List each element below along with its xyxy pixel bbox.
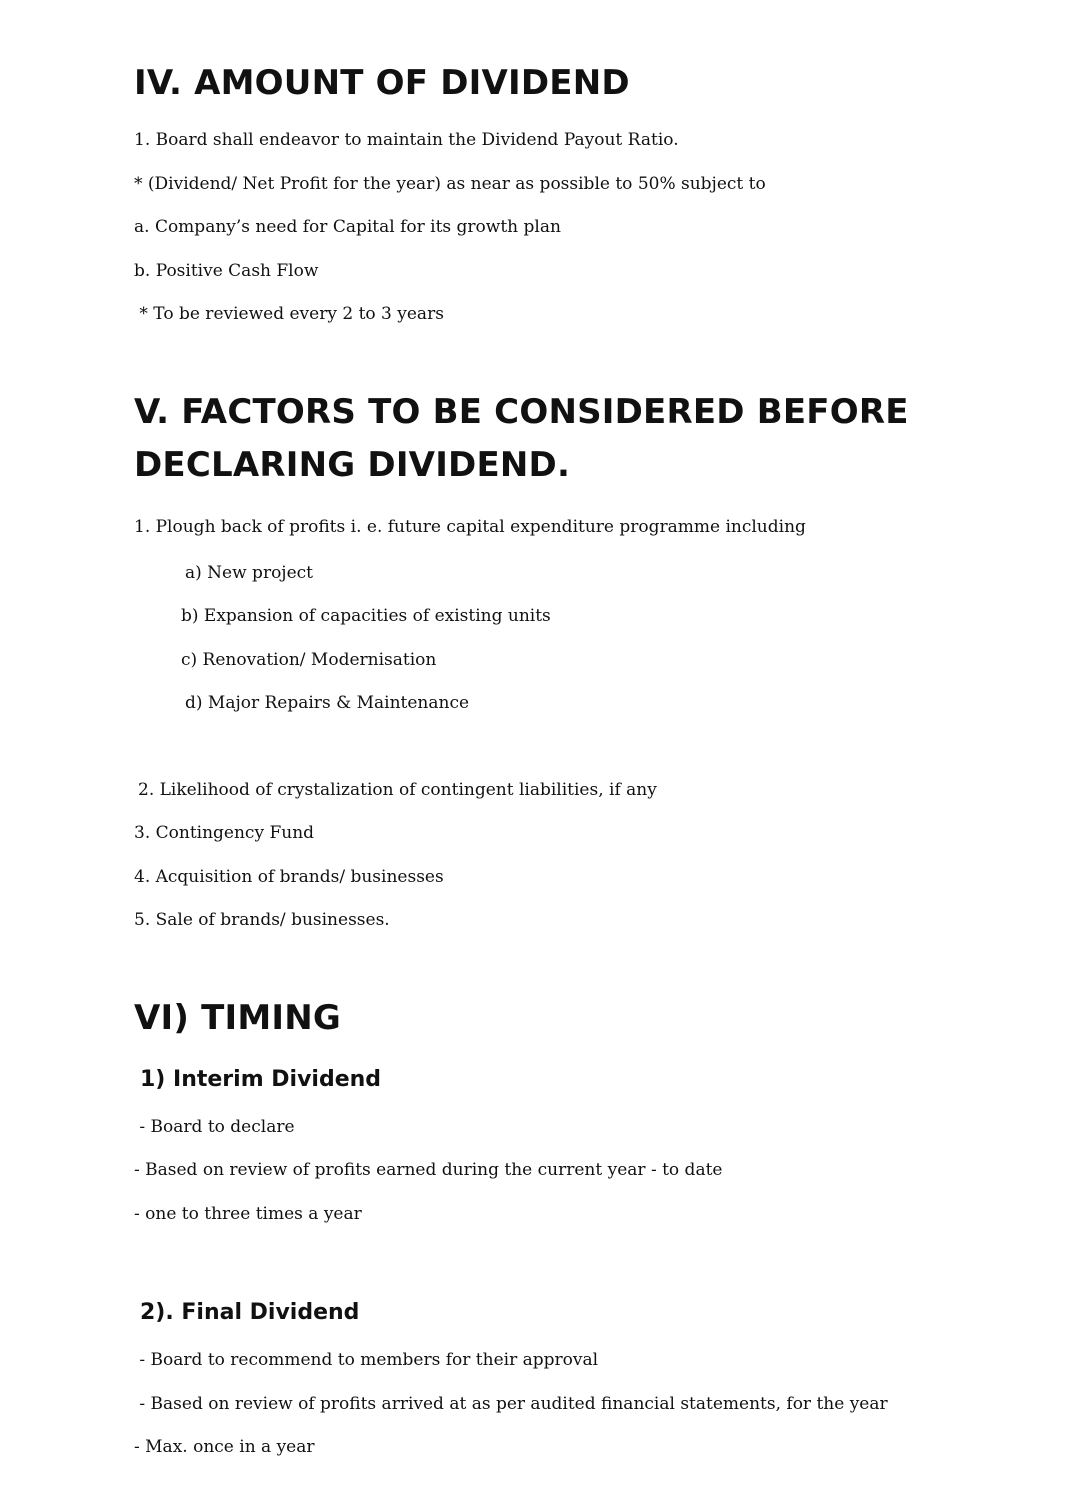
section5-subitem-a: a) New project bbox=[185, 563, 313, 583]
final-line-3: - Max. once in a year bbox=[134, 1437, 315, 1457]
subheading-interim-dividend: 1) Interim Dividend bbox=[140, 1067, 382, 1092]
interim-line-1: - Board to declare bbox=[134, 1117, 295, 1137]
section5-subitem-d: d) Major Repairs & Maintenance bbox=[185, 693, 470, 713]
interim-line-2: - Based on review of profits earned during the current year - to date bbox=[134, 1160, 723, 1180]
section4-line-1: 1. Board shall endeavor to maintain the Dividend Payout Ratio. bbox=[134, 130, 679, 150]
section-heading-factors-line-2: DECLARING DIVIDEND. bbox=[134, 445, 571, 485]
section5-item-3: 3. Contingency Fund bbox=[134, 823, 315, 843]
section-heading-amount-of-dividend: IV. AMOUNT OF DIVIDEND bbox=[134, 63, 630, 103]
section-heading-factors-line-1: V. FACTORS TO BE CONSIDERED BEFORE bbox=[134, 392, 909, 432]
section4-line-5: * To be reviewed every 2 to 3 years bbox=[134, 304, 444, 324]
section5-subitem-b: b) Expansion of capacities of existing units bbox=[181, 606, 551, 626]
interim-line-3: - one to three times a year bbox=[134, 1204, 362, 1224]
section5-item-2: 2. Likelihood of crystalization of contingent liabilities, if any bbox=[138, 780, 657, 800]
final-line-1: - Board to recommend to members for their approval bbox=[134, 1350, 599, 1370]
section5-item-4: 4. Acquisition of brands/ businesses bbox=[134, 867, 444, 887]
section4-line-4: b. Positive Cash Flow bbox=[134, 261, 319, 281]
section5-subitem-c: c) Renovation/ Modernisation bbox=[181, 650, 437, 670]
section5-item-1: 1. Plough back of profits i. e. future capital expenditure programme including bbox=[134, 517, 806, 537]
section-heading-timing: VI) TIMING bbox=[134, 998, 342, 1038]
section4-line-2: * (Dividend/ Net Profit for the year) as near as possible to 50% subject to bbox=[134, 174, 766, 194]
section4-line-3: a. Company’s need for Capital for its growth plan bbox=[134, 217, 561, 237]
section5-item-5: 5. Sale of brands/ businesses. bbox=[134, 910, 390, 930]
subheading-final-dividend: 2). Final Dividend bbox=[140, 1300, 360, 1325]
final-line-2: - Based on review of profits arrived at as per audited financial statements, for the year bbox=[134, 1394, 888, 1414]
